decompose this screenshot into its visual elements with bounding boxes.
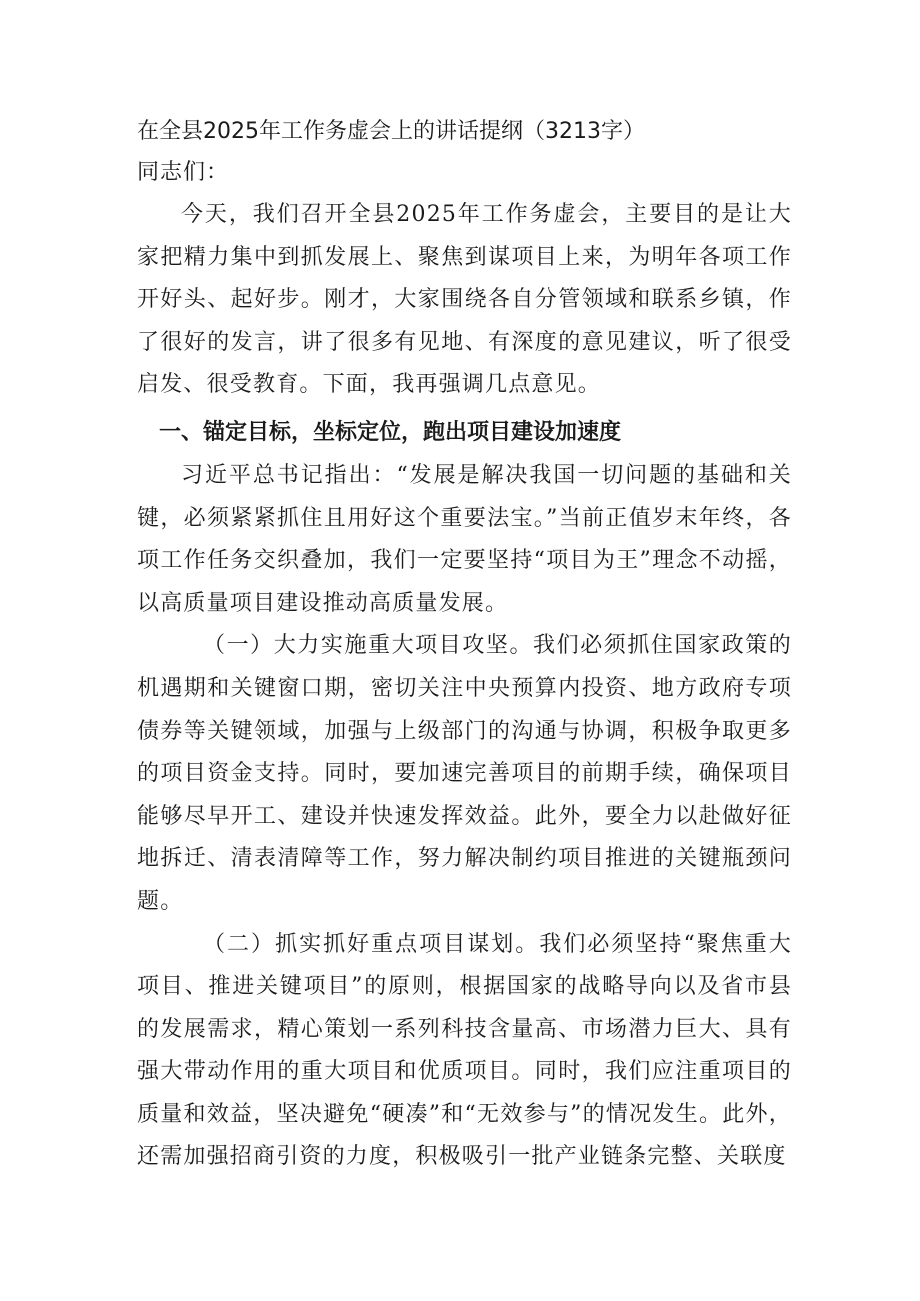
section-heading-1: 一、锚定目标，坐标定位，跑出项目建设加速度 xyxy=(159,419,622,445)
section-1-item-2-paragraph: （二）抓实抓好重点项目谋划。我们必须坚持“聚焦重大项目、推进关键项目”的原则，根据国家的战略导向以及省市县的发展需求，精心策划一系列科技含量高、市场潜力巨大、具有强大带动作用的重大项目和优质项目。同时，我们应注重项目的质量和效益，坚决避免“硬凑”和“无效参与”的情况发生。此外，还需加强招商引资的力度，积极吸引一批产业链条完整、关联度 xyxy=(137,931,792,1170)
section-1-intro-paragraph: 习近平总书记指出：“发展是解决我国一切问题的基础和关键，必须紧紧抓住且用好这个重要法宝。”当前正值岁末年终，各项工作任务交织叠加，我们一定要坚持“项目为王”理念不动摇，以高质量项目建设推动高质量发展。 xyxy=(137,462,792,616)
intro-paragraph: 今天，我们召开全县2025年工作务虚会，主要目的是让大家把精力集中到抓发展上、聚焦到谋项目上来，为明年各项工作开好头、起好步。刚才，大家围绕各自分管领域和联系乡镇，作了很好的发言，讲了很多有见地、有深度的意见建议，听了很受启发、很受教育。下面，我再强调几点意见。 xyxy=(137,202,792,398)
document-title: 在全县2025年工作务虚会上的讲话提纲（3213字） xyxy=(137,119,645,144)
salutation: 同志们： xyxy=(137,160,230,185)
section-1-item-1-paragraph: （一）大力实施重大项目攻坚。我们必须抓住国家政策的机遇期和关键窗口期，密切关注中央预算内投资、地方政府专项债券等关键领域，加强与上级部门的沟通与协调，积极争取更多的项目资金支持。同时，要加速完善项目的前期手续，确保项目能够尽早开工、建设并快速发挥效益。此外，要全力以赴做好征地拆迁、清表清障等工作，努力解决制约项目推进的关键瓶颈问题。 xyxy=(137,633,792,914)
document-body xyxy=(137,112,792,1179)
